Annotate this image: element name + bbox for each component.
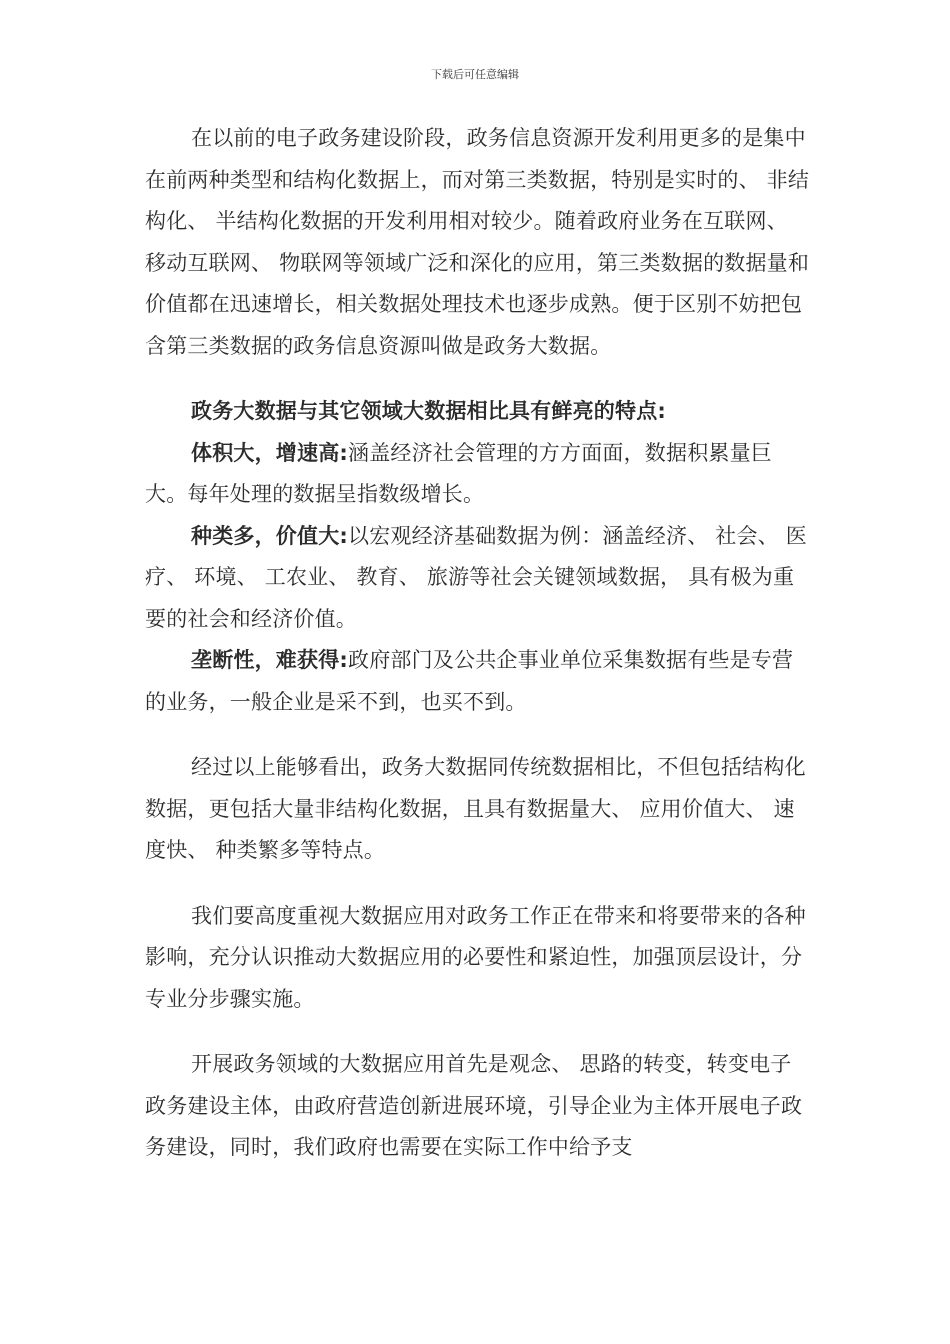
feature-volume-label: 体积大，增速高: [191, 440, 348, 465]
feature-variety-label: 种类多，价值大: [191, 523, 348, 548]
features-heading: 政务大数据与其它领域大数据相比具有鲜亮的特点: [191, 399, 666, 423]
feature-monopoly-label: 垄断性，难获得: [191, 648, 348, 672]
feature-volume [145, 433, 810, 516]
feature-monopoly-text: 政府部门及公共企事业单位采集数据有些是专营的业务，一般企业是采不到，也买不到。 [145, 648, 794, 714]
paragraph-approach: 开展政务领域的大数据应用首先是观念、 思路的转变，转变电子政务建设主体，由政府营造创新进展环境，引导企业为主体开展电子政务建设，同时，我们政府也需要在实际工作中给予支 [145, 1052, 803, 1159]
feature-variety-text: 以宏观经济基础数据为例：涵盖经济、 社会、 医疗、 环境、 工农业、 教育、 旅游等社会关键领域数据， 具有极为重要的社会和经济价值。 [145, 523, 807, 631]
page-header: 下载后可任意编辑 [431, 68, 519, 81]
feature-volume-text: 涵盖经济社会管理的方方面面，数据积累量巨大。每年处理的数据呈指数级增长。 [145, 440, 772, 506]
paragraph-intro: 在以前的电子政务建设阶段，政务信息资源开发利用更多的是集中在前两种类型和结构化数据上，而对第三类数据，特别是实时的、 非结构化、 半结构化数据的开发利用相对较少。随着政府业务在互联网、 移动互联网、 物联网等领域广泛和深化的应用，第三类数据的数据量和价值都在迅速增长，相关数据处理技术也逐步成熟。便于区别不妨把包含第三类数据的政务信息资源叫做是政务大数据。 [145, 126, 810, 358]
paragraph-importance: 我们要高度重视大数据应用对政务工作正在带来和将要带来的各种影响，充分认识推动大数据应用的必要性和紧迫性，加强顶层设计，分专业分步骤实施。 [145, 903, 806, 1011]
document-body [145, 118, 810, 1169]
paragraph-summary: 经过以上能够看出，政务大数据同传统数据相比，不但包括结构化数据，更包括大量非结构化数据，且具有数据量大、 应用价值大、 速度快、 种类繁多等特点。 [145, 755, 806, 862]
feature-variety [145, 516, 810, 641]
feature-monopoly [145, 640, 810, 723]
